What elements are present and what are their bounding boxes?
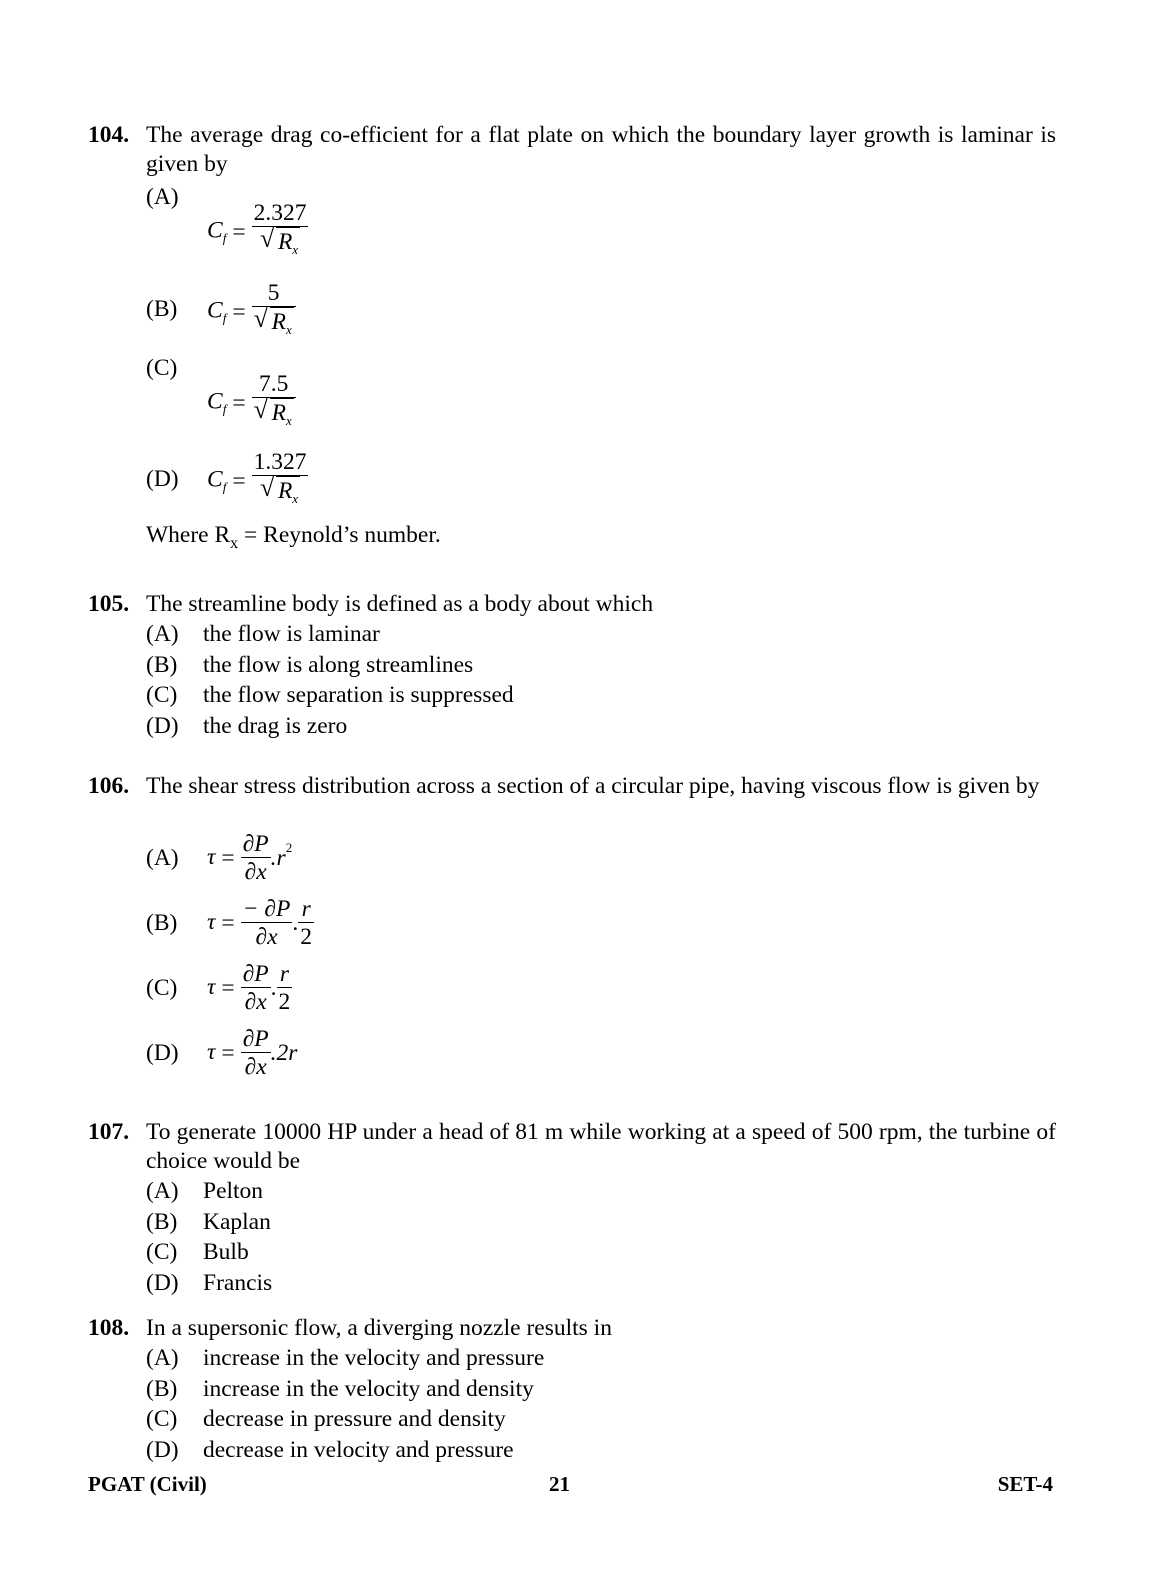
option-label: (A) — [146, 184, 179, 210]
option-108-d: (D) decrease in velocity and pressure — [146, 1436, 514, 1463]
question-text: In a supersonic flow, a diverging nozzle results in — [146, 1315, 612, 1341]
formula: τ = $\frac{\partial P}{\partial x}$ . $\frac{r}{2}$ — [207, 961, 291, 1015]
fraction: $\frac{\partial P}{\partial x}$ — [242, 961, 269, 1015]
question-105 — [88, 590, 1056, 741]
option-108-b: (B) increase in the velocity and density — [146, 1375, 534, 1402]
formula: $C_f$ = 7.5 √ $R_x$ — [207, 371, 296, 435]
option-label: (A) — [146, 845, 179, 871]
option-107-a: (A) Pelton — [146, 1178, 264, 1204]
option-108-c: (C) decrease in pressure and density — [146, 1406, 506, 1432]
question-108 — [88, 1314, 1056, 1465]
footer-exam-name: PGAT (Civil) — [88, 1472, 207, 1496]
question-text: The shear stress distribution across a section of a circular pipe, having viscous flow is given by — [146, 773, 1040, 799]
option-label: (B) — [146, 910, 178, 936]
reynolds-note: Where $R_x$ = Reynold’s number. — [146, 522, 441, 552]
fraction: 1.327 √ $R_x$ — [252, 449, 309, 513]
question-text: The average drag co-efficient for a flat plate on which the boundary layer growth is laminar is given by — [146, 122, 1056, 177]
fraction: $\frac{\partial P}{\partial x}$ — [242, 831, 269, 885]
option-label: (C) — [146, 355, 178, 381]
option-105-d: (D) the drag is zero — [146, 712, 348, 739]
question-106 — [88, 772, 1056, 801]
option-107-d: (D) Francis — [146, 1269, 273, 1296]
options-list — [146, 1176, 1056, 1298]
fraction: $\frac{\partial P}{\partial x}$ — [242, 1026, 269, 1080]
formula: τ = $\frac{\partial P}{\partial x}$ $.r^2$ — [207, 831, 293, 885]
fraction: $\frac{r}{2}$ — [278, 961, 291, 1015]
question-number: 105. — [88, 591, 130, 617]
fraction: $\frac{- \partial P}{\partial x}$ — [242, 896, 291, 950]
fraction: 7.5 √ $R_x$ — [252, 371, 296, 435]
fraction: 5 √ $R_x$ — [252, 280, 296, 344]
question-number: 107. — [88, 1119, 130, 1145]
option-label: (D) — [146, 466, 179, 492]
option-105-b: (B) the flow is along streamlines — [146, 651, 474, 678]
question-107 — [88, 1118, 1056, 1298]
formula: τ = $\frac{- \partial P}{\partial x}$ . $\frac{r}{2}$ — [207, 896, 313, 950]
question-104 — [88, 121, 1056, 179]
option-107-b: (B) Kaplan — [146, 1208, 271, 1235]
fraction: 2.327 √ $R_x$ — [252, 200, 309, 264]
formula: τ = $\frac{\partial P}{\partial x}$ .2r — [207, 1026, 298, 1080]
question-text: The streamline body is defined as a body about which — [146, 591, 654, 617]
option-105-a: (A) the flow is laminar — [146, 621, 380, 647]
question-number: 104. — [88, 122, 130, 148]
question-text: To generate 10000 HP under a head of 81 m while working at a speed of 500 rpm, the turbine of choice would be — [146, 1119, 1056, 1174]
option-107-c: (C) Bulb — [146, 1239, 249, 1265]
formula: $C_f$ = 2.327 √ $R_x$ — [207, 200, 308, 264]
fraction: $\frac{r}{2}$ — [300, 896, 313, 950]
option-label: (B) — [146, 296, 178, 322]
footer-page-number: 21 — [549, 1472, 570, 1496]
footer-set-code: SET-4 — [997, 1472, 1053, 1496]
option-label: (D) — [146, 1040, 179, 1066]
option-label: (C) — [146, 975, 178, 1001]
formula: $C_f$ = 1.327 √ $R_x$ — [207, 449, 308, 513]
formula: $C_f$ = 5 √ $R_x$ — [207, 280, 296, 344]
question-number: 106. — [88, 773, 130, 799]
question-number: 108. — [88, 1315, 130, 1341]
option-105-c: (C) the flow separation is suppressed — [146, 682, 514, 708]
option-108-a: (A) increase in the velocity and pressure — [146, 1345, 545, 1371]
options-list — [146, 619, 1056, 741]
options-list — [146, 1343, 1056, 1465]
